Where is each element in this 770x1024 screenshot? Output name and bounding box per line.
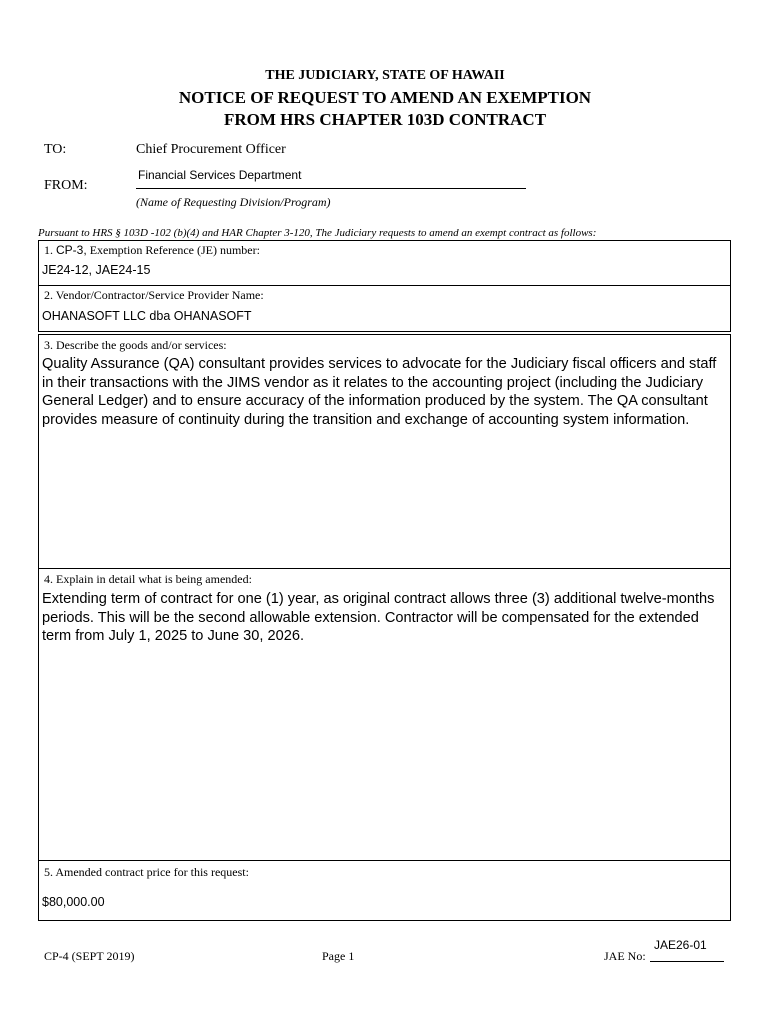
footer-jae-value[interactable]: JAE26-01 [654,938,707,952]
to-value: Chief Procurement Officer [136,142,286,157]
section-3-label: 3. Describe the goods and/or services: [44,338,227,352]
footer-jae-label: JAE No: [604,949,646,963]
header-title-line1: NOTICE OF REQUEST TO AMEND AN EXEMPTION [178,88,592,107]
section-4-box [38,568,731,861]
from-caption: (Name of Requesting Division/Program) [136,195,331,209]
footer-jae-underline [650,961,724,962]
section-1-label: 1. CP-3, Exemption Reference (JE) number: [44,243,260,257]
footer-page-number: Page 1 [322,949,355,963]
section-2-label: 2. Vendor/Contractor/Service Provider Name: [44,288,264,302]
section-5-label: 5. Amended contract price for this request: [44,865,249,879]
header-agency: THE JUDICIARY, STATE OF HAWAII [265,68,505,83]
section-1-box [38,240,731,286]
section-2-value[interactable]: OHANASOFT LLC dba OHANASOFT [42,309,252,323]
section-5-box [38,860,731,921]
from-underline [136,188,526,189]
footer-form-id: CP-4 (SEPT 2019) [44,949,135,963]
from-label: FROM: [44,178,88,193]
section-4-value[interactable]: Extending term of contract for one (1) year, as original contract allows three (3) additional twelve-months periods. This will be the second allowable extension. Contractor will be compensated for the extended term from July 1, 2025 to June 30, 2026. [42,591,715,644]
section-3-value[interactable]: Quality Assurance (QA) consultant provides services to advocate for the Judiciary fiscal officers and staff in their transactions with the JIMS vendor as it relates to the accounting project (including the Judiciary General Ledger) and to ensure accuracy of the information produced by the system. The QA consultant provides measure of continuity during the transition and exchange of accounting system information. [42,356,717,428]
section-3-box [38,334,731,569]
section-2-box [38,285,731,332]
section-4-label: 4. Explain in detail what is being amended: [44,572,252,586]
section-5-value[interactable]: $80,000.00 [42,895,105,909]
to-label: TO: [44,142,67,157]
from-value[interactable]: Financial Services Department [138,168,302,182]
intro-statement: Pursuant to HRS § 103D -102 (b)(4) and HAR Chapter 3-120, The Judiciary requests to amend an exempt contract as follows: [38,227,597,239]
section-1-value[interactable]: JE24-12, JAE24-15 [42,263,151,277]
header-title-line2: FROM HRS CHAPTER 103D CONTRACT [223,110,547,129]
